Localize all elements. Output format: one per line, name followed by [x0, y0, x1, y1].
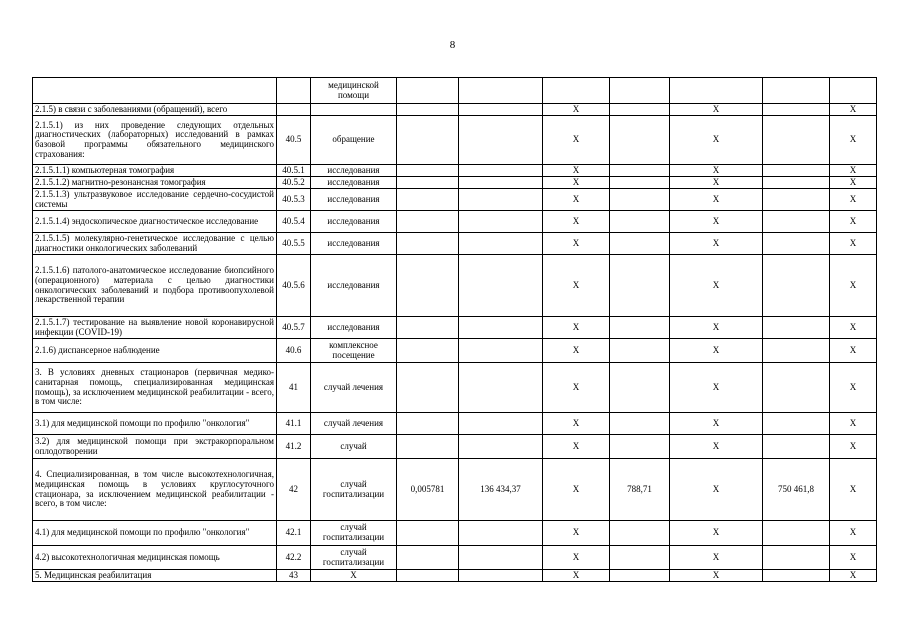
table-cell-number: 40.5	[277, 116, 311, 165]
table-cell-value	[763, 570, 830, 582]
table-cell-name: 2.1.5.1.5) молекулярно-генетическое исследование с целью диагностики онкологических заболеваний	[33, 233, 277, 255]
table-cell-number	[277, 104, 311, 116]
table-cell-x: X	[543, 521, 610, 546]
table-cell-value	[397, 116, 459, 165]
table-cell-value	[397, 177, 459, 189]
table-cell-value: 136 434,37	[459, 459, 543, 521]
table-cell-number: 41.1	[277, 413, 311, 435]
table-cell-x: X	[830, 339, 877, 363]
table-cell-name: 3. В условиях дневных стационаров (первичная медико-санитарная помощь, специализированная медицинская помощь), за исключением медицинской реабилитации - всего, в том числе:	[33, 363, 277, 413]
table-cell-x: X	[543, 339, 610, 363]
table-cell-value	[763, 546, 830, 570]
table-cell-x: X	[543, 177, 610, 189]
table-cell-x: X	[670, 104, 763, 116]
table-cell-number: 42	[277, 459, 311, 521]
table-cell-number: 40.5.6	[277, 255, 311, 317]
table-row	[33, 339, 877, 363]
table-cell-value	[763, 116, 830, 165]
table-cell-name: 3.2) для медицинской помощи при экстракорпоральном оплодотворении	[33, 435, 277, 459]
table-cell-value	[397, 521, 459, 546]
table-cell-number: 40.5.3	[277, 189, 311, 211]
table-cell-value	[397, 339, 459, 363]
table-cell-x: X	[670, 521, 763, 546]
table-cell-value	[610, 339, 670, 363]
table-cell-value	[610, 211, 670, 233]
table-cell-unit: исследования	[311, 233, 397, 255]
table-cell-value	[459, 435, 543, 459]
table-cell-x: X	[830, 116, 877, 165]
table-cell-value	[763, 165, 830, 177]
table-cell-x: X	[670, 339, 763, 363]
table-cell-value	[459, 255, 543, 317]
table-cell-value	[610, 570, 670, 582]
table-cell-name: 2.1.5.1.7) тестирование на выявление новой коронавирусной инфекции (COVID-19)	[33, 317, 277, 339]
table-cell-value	[459, 317, 543, 339]
table-cell-name: 2.1.5.1.3) ультразвуковое исследование сердечно-сосудистой системы	[33, 189, 277, 211]
table-cell-x: X	[670, 570, 763, 582]
table-cell-value	[397, 413, 459, 435]
table-cell-x: X	[670, 255, 763, 317]
table-cell-number: 42.1	[277, 521, 311, 546]
table-cell-value	[610, 165, 670, 177]
table-cell-value	[610, 413, 670, 435]
table-cell-name: 2.1.5) в связи с заболеваниями (обращений), всего	[33, 104, 277, 116]
table-cell-x: X	[543, 211, 610, 233]
table-cell-value	[459, 116, 543, 165]
table-cell-name: 2.1.5.1.2) магнитно-резонансная томография	[33, 177, 277, 189]
table-cell-unit: случай госпитализации	[311, 459, 397, 521]
table-cell-value	[763, 413, 830, 435]
table-row	[33, 116, 877, 165]
table-cell-x: X	[670, 177, 763, 189]
table-cell-value	[459, 165, 543, 177]
table-cell-x: X	[830, 211, 877, 233]
table-cell-value	[459, 104, 543, 116]
table-cell-value	[763, 177, 830, 189]
table-cell-value	[397, 435, 459, 459]
table-cell-x: X	[830, 165, 877, 177]
table-cell-x: X	[830, 317, 877, 339]
table-cell-x: X	[830, 435, 877, 459]
table-cell-unit: исследования	[311, 255, 397, 317]
table-cell-name: 2.1.5.1.1) компьютерная томография	[33, 165, 277, 177]
table-cell-value	[763, 78, 830, 104]
table-cell-value	[459, 570, 543, 582]
table-cell-value	[610, 233, 670, 255]
table-cell-value	[459, 211, 543, 233]
table-cell-value	[610, 78, 670, 104]
table-cell-x: X	[543, 570, 610, 582]
table-cell-unit: X	[311, 570, 397, 582]
table-cell-name: 3.1) для медицинской помощи по профилю "онкология"	[33, 413, 277, 435]
table-cell-unit: комплексное посещение	[311, 339, 397, 363]
table-cell-value	[763, 255, 830, 317]
table-cell-value	[610, 521, 670, 546]
table-cell-value	[459, 521, 543, 546]
table-cell-value	[763, 233, 830, 255]
table-row	[33, 317, 877, 339]
table-cell-number	[277, 78, 311, 104]
table-cell-number: 40.5.4	[277, 211, 311, 233]
table-cell-number: 41	[277, 363, 311, 413]
table-cell-x: X	[670, 435, 763, 459]
table-cell-x: X	[830, 104, 877, 116]
table-cell-unit: обращение	[311, 116, 397, 165]
table-cell-value: 750 461,8	[763, 459, 830, 521]
table-cell-value	[397, 317, 459, 339]
table-cell-number: 43	[277, 570, 311, 582]
table-cell-name: 2.1.5.1) из них проведение следующих отдельных диагностических (лабораторных) исследований в рамках базовой программы обязательного медицинского страхования:	[33, 116, 277, 165]
table-cell-value	[763, 339, 830, 363]
table-cell-x: X	[543, 233, 610, 255]
table-cell-x: X	[543, 413, 610, 435]
table-cell-value	[459, 546, 543, 570]
table-cell-number: 40.5.5	[277, 233, 311, 255]
table-cell-value	[459, 78, 543, 104]
table-cell-x: X	[543, 435, 610, 459]
table-cell-x	[830, 78, 877, 104]
table-cell-value	[763, 317, 830, 339]
table-cell-name: 5. Медицинская реабилитация	[33, 570, 277, 582]
table-cell-number: 40.5.1	[277, 165, 311, 177]
table-cell-x: X	[830, 189, 877, 211]
table-row	[33, 189, 877, 211]
table-cell-unit: случай лечения	[311, 363, 397, 413]
table-cell-x: X	[830, 413, 877, 435]
table-cell-value	[610, 363, 670, 413]
table-row	[33, 78, 877, 104]
table-cell-name	[33, 78, 277, 104]
table-cell-value	[763, 521, 830, 546]
table-cell-x: X	[830, 233, 877, 255]
table-cell-value	[397, 233, 459, 255]
table-row	[33, 255, 877, 317]
table-row	[33, 233, 877, 255]
table-cell-unit: исследования	[311, 177, 397, 189]
table-cell-x: X	[543, 459, 610, 521]
table-cell-x: X	[830, 177, 877, 189]
table-cell-value	[459, 339, 543, 363]
table-cell-x: X	[670, 413, 763, 435]
table-cell-x: X	[830, 363, 877, 413]
table-cell-number: 40.6	[277, 339, 311, 363]
table-cell-number: 40.5.2	[277, 177, 311, 189]
table-cell-value	[763, 435, 830, 459]
table-cell-x: X	[670, 233, 763, 255]
table-cell-x: X	[670, 459, 763, 521]
table-cell-unit: медицинской помощи	[311, 78, 397, 104]
table-cell-unit: случай	[311, 435, 397, 459]
table-cell-unit: исследования	[311, 317, 397, 339]
table-cell-x: X	[670, 116, 763, 165]
table-cell-x: X	[830, 546, 877, 570]
table-cell-value	[397, 363, 459, 413]
table-row	[33, 104, 877, 116]
table-cell-value	[610, 177, 670, 189]
table-cell-x	[543, 78, 610, 104]
table-row	[33, 211, 877, 233]
table-cell-number: 41.2	[277, 435, 311, 459]
table-cell-x: X	[670, 317, 763, 339]
table-cell-x: X	[543, 363, 610, 413]
table-cell-value	[763, 211, 830, 233]
table-cell-unit: случай госпитализации	[311, 546, 397, 570]
page-number: 8	[449, 39, 456, 51]
table-cell-x: X	[830, 570, 877, 582]
table-cell-value	[397, 546, 459, 570]
table-row	[33, 435, 877, 459]
table-cell-unit: исследования	[311, 211, 397, 233]
table-cell-x: X	[830, 459, 877, 521]
table-cell-unit: исследования	[311, 189, 397, 211]
table-cell-value	[459, 189, 543, 211]
table-cell-value	[610, 189, 670, 211]
table-row	[33, 363, 877, 413]
table-cell-name: 4.2) высокотехнологичная медицинская помощь	[33, 546, 277, 570]
table-cell-x: X	[830, 521, 877, 546]
table-cell-value	[610, 104, 670, 116]
table-cell-value	[459, 363, 543, 413]
table-cell-name: 4.1) для медицинской помощи по профилю "онкология"	[33, 521, 277, 546]
table-cell-x: X	[670, 546, 763, 570]
table-cell-x: X	[670, 189, 763, 211]
table-cell-value	[397, 211, 459, 233]
table-cell-value	[459, 233, 543, 255]
table-cell-value	[459, 413, 543, 435]
table-cell-name: 2.1.5.1.6) патолого-анатомическое исследование биопсийного (операционного) материала с целью диагностики онкологических заболеваний и подбора противоопухолевой лекарственной терапии	[33, 255, 277, 317]
table-cell-name: 2.1.5.1.4) эндоскопическое диагностическое исследование	[33, 211, 277, 233]
table-cell-value	[397, 255, 459, 317]
table-cell-unit	[311, 104, 397, 116]
table-cell-x: X	[543, 546, 610, 570]
table-cell-name: 4. Специализированная, в том числе высокотехнологичная, медицинская помощь в условиях круглосуточного стационара, за исключением медицинской реабилитации - всего, в том числе:	[33, 459, 277, 521]
table-cell-value: 0,005781	[397, 459, 459, 521]
table-cell-value	[610, 546, 670, 570]
table-cell-x: X	[543, 189, 610, 211]
table-row	[33, 165, 877, 177]
table-row	[33, 521, 877, 546]
table-cell-value	[763, 104, 830, 116]
table-cell-x	[670, 78, 763, 104]
table-cell-x: X	[543, 255, 610, 317]
table-cell-unit: случай госпитализации	[311, 521, 397, 546]
table-row	[33, 413, 877, 435]
table-cell-value	[763, 189, 830, 211]
table-row	[33, 459, 877, 521]
table-cell-x: X	[543, 104, 610, 116]
table-cell-x: X	[543, 165, 610, 177]
table-cell-value	[610, 317, 670, 339]
table-cell-value	[397, 165, 459, 177]
table-cell-number: 42.2	[277, 546, 311, 570]
table-cell-value	[397, 78, 459, 104]
table-cell-value	[610, 435, 670, 459]
table-cell-unit: случай лечения	[311, 413, 397, 435]
table-cell-x: X	[543, 317, 610, 339]
table-cell-value	[397, 189, 459, 211]
table-cell-value	[610, 255, 670, 317]
table-cell-value	[763, 363, 830, 413]
table-row	[33, 177, 877, 189]
table-cell-x: X	[543, 116, 610, 165]
table-cell-value	[397, 104, 459, 116]
table-cell-x: X	[670, 165, 763, 177]
table-cell-x: X	[670, 363, 763, 413]
table-cell-name: 2.1.6) диспансерное наблюдение	[33, 339, 277, 363]
table-cell-value	[610, 116, 670, 165]
table-row	[33, 570, 877, 582]
table-cell-value: 788,71	[610, 459, 670, 521]
data-table	[32, 77, 877, 582]
table-cell-value	[459, 177, 543, 189]
table-row	[33, 546, 877, 570]
table-cell-x: X	[670, 211, 763, 233]
table-cell-unit: исследования	[311, 165, 397, 177]
table-cell-value	[397, 570, 459, 582]
table-cell-number: 40.5.7	[277, 317, 311, 339]
table-cell-x: X	[830, 255, 877, 317]
